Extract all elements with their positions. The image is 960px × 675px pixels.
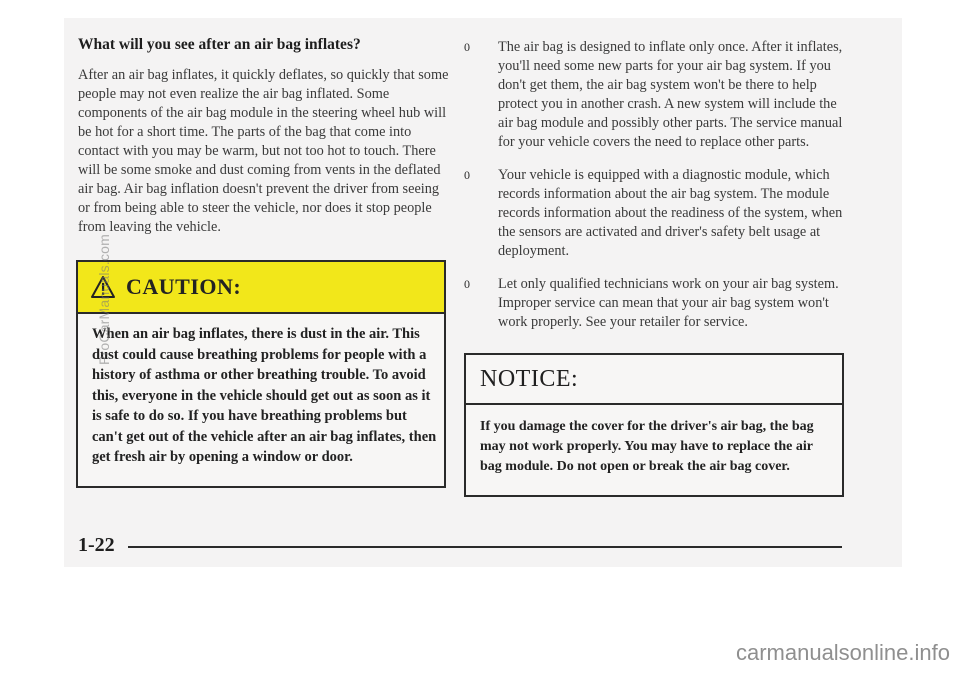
notice-box [464, 353, 844, 497]
notice-title: NOTICE: [480, 365, 579, 392]
bullet-text: Your vehicle is equipped with a diagnostic module, which records information about the air bag system. The module records information about the readiness of the system, when the sensors are activated and driver's safety belt usage at deployment. [498, 167, 843, 259]
bullet-marker: 0 [464, 168, 470, 182]
notice-header [466, 355, 842, 405]
section-heading: What will you see after an air bag inflates? [78, 36, 361, 53]
bullet-marker: 0 [464, 277, 470, 291]
list-item [464, 275, 854, 332]
footer-watermark: carmanualsonline.info [735, 640, 950, 665]
page-number: 1-22 [78, 534, 115, 556]
bullet-text: Let only qualified technicians work on your air bag system. Improper service can mean that your air bag system won't work properly. See your retailer for service. [498, 276, 839, 330]
bullet-text: The air bag is designed to inflate only once. After it inflates, you'll need some new parts for your air bag system. If you don't get them, the air bag system won't be there to help protect you in another crash. A new system will include the air bag module and possibly other parts. The service manual for your vehicle covers the need to replace other parts. [498, 39, 843, 150]
caution-text: When an air bag inflates, there is dust in the air. This dust could cause breathing problems for people with a history of asthma or other breathing trouble. To avoid this, everyone in the vehicle should get out as soon as it is safe to do so. If you have breathing problems but can't get out of the vehicle after an air bag inflates, then get fresh air by opening a window or door. [92, 326, 437, 465]
caution-header [78, 262, 444, 314]
list-item [464, 38, 854, 152]
caution-box [76, 260, 446, 488]
footer-rule [128, 546, 842, 548]
bullet-list [464, 38, 854, 346]
list-item [464, 166, 854, 261]
caution-title: CAUTION: [126, 274, 242, 299]
bullet-marker: 0 [464, 40, 470, 54]
section-paragraph: After an air bag inflates, it quickly deflates, so quickly that some people may not even realize the air bag inflated. Some components of the air bag module in the steering wheel hub will be hot for a short time. The parts of the bag that come into contact with you may be warm, but not too hot to touch. There will be some smoke and dust coming from vents in the deflated air bag. Air bag inflation doesn't prevent the driver from seeing or from being able to steer the vehicle, nor does it stop people from leaving the vehicle. [78, 67, 449, 235]
side-watermark: ProCarManuals.com [96, 234, 112, 365]
notice-text: If you damage the cover for the driver's air bag, the bag may not work properly. You may have to replace the air bag module. Do not open or break the air bag cover. [480, 419, 814, 474]
